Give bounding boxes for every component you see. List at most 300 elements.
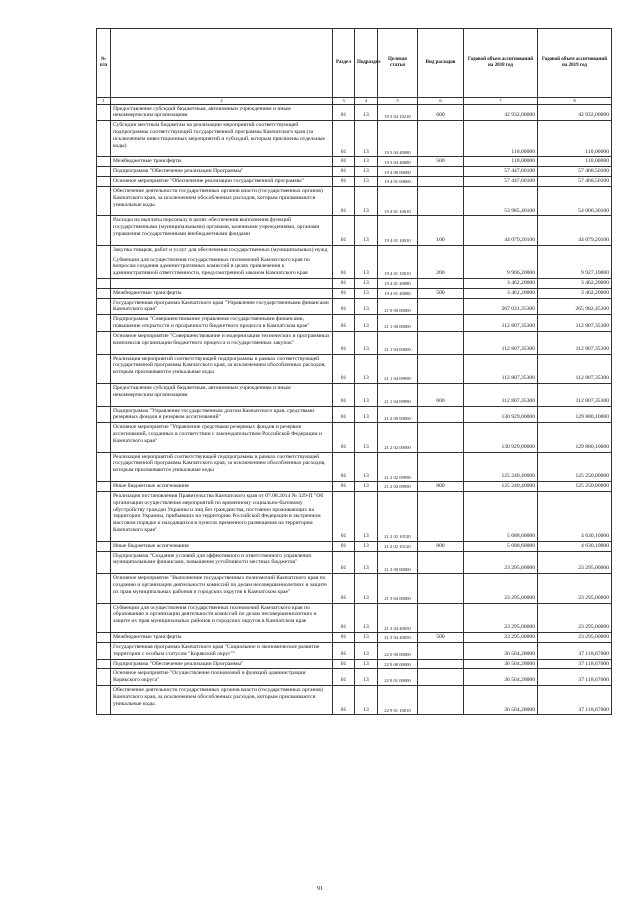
table-row xyxy=(97,541,612,551)
amount-2018-cell: 9 906,20000 xyxy=(464,245,538,278)
amount-2019-cell: 129 880,10000 xyxy=(538,406,612,423)
amount-2018-cell: 57 447,60100 xyxy=(464,167,538,177)
target-article-cell: 21 2 02 09990 xyxy=(378,452,418,481)
expense-type-cell xyxy=(418,177,464,187)
amount-2019-cell: 110,00000 xyxy=(538,121,612,157)
podrazdel-cell: 13 xyxy=(355,642,378,659)
razdel-cell: 01 xyxy=(333,121,355,157)
row-name-text: Подпрограмма "Обеспечение реализации Программы" xyxy=(113,168,244,175)
expense-type-cell xyxy=(418,659,464,669)
podrazdel-cell: 13 xyxy=(355,603,378,632)
row-name-text: Реализация мероприятий соответствующей подпрограммы в рамках соответствующей государственной программы Камчатского края, за исключением обособленных расходов, которым присваиваются уникальные коды xyxy=(113,355,326,376)
row-number-cell xyxy=(97,216,111,245)
amount-2018-cell: 53 985,40100 xyxy=(464,186,538,215)
row-name-cell xyxy=(111,551,333,574)
row-name-text: Субсидии местным бюджетам на реализацию мероприятий соответствующей подпрограммы соответствующей государственной программы Камчатского края (за исключением инвестиционных мероприятий и субсидий, которым присвоены отдельные коды) xyxy=(113,122,325,149)
row-name-cell xyxy=(111,245,333,278)
row-name-text: Межбюджетные трансферты xyxy=(113,289,182,296)
col-header-target-article: Целевая статья xyxy=(378,29,418,98)
expense-type-cell xyxy=(418,331,464,354)
target-article-cell: 21 3 04 40050 xyxy=(378,633,418,643)
row-name-cell xyxy=(111,279,333,289)
expense-type-cell: 600 xyxy=(418,104,464,121)
table-row xyxy=(97,157,612,167)
row-number-cell xyxy=(97,288,111,298)
row-name-cell xyxy=(111,452,333,481)
podrazdel-cell: 13 xyxy=(355,452,378,481)
row-number-cell xyxy=(97,669,111,686)
target-article-cell: 21 3 04 00000 xyxy=(378,574,418,603)
target-article-cell: 21 2 00 00000 xyxy=(378,406,418,423)
row-number-cell xyxy=(97,603,111,632)
amount-2018-cell: 3 462,20000 xyxy=(464,279,538,289)
row-number-cell xyxy=(97,331,111,354)
amount-2018-cell: 36 564,28000 xyxy=(464,685,538,714)
row-number-cell xyxy=(97,642,111,659)
target-article-cell: 21 1 00 00000 xyxy=(378,315,418,332)
row-number-cell xyxy=(97,659,111,669)
row-name-text: Расходы на выплаты персоналу в целях обеспечения выполнения функций государственными (муниципальными) органами, казенными учреждениями, органами управления государственными внебюджетными фондами xyxy=(113,217,320,237)
table-row xyxy=(97,685,612,714)
row-name-cell xyxy=(111,315,333,332)
amount-2019-cell: 112 807,35300 xyxy=(538,331,612,354)
expense-type-cell: 500 xyxy=(418,288,464,298)
amount-2019-cell: 57 468,50100 xyxy=(538,177,612,187)
amount-2018-cell: 36 564,28000 xyxy=(464,659,538,669)
amount-2019-cell: 129 880,10000 xyxy=(538,423,612,452)
podrazdel-cell: 13 xyxy=(355,574,378,603)
razdel-cell: 01 xyxy=(333,186,355,215)
row-number-cell xyxy=(97,423,111,452)
table-row xyxy=(97,574,612,603)
amount-2019-cell: 23 295,00000 xyxy=(538,603,612,632)
expense-type-cell xyxy=(418,167,464,177)
podrazdel-cell: 13 xyxy=(355,216,378,245)
row-number-cell xyxy=(97,551,111,574)
target-article-cell: 19 4 01 10010 xyxy=(378,216,418,245)
razdel-cell: 01 xyxy=(333,482,355,492)
amount-2019-cell: 112 807,35300 xyxy=(538,354,612,383)
amount-2019-cell: 44 079,20100 xyxy=(538,216,612,245)
row-number-cell xyxy=(97,452,111,481)
amount-2018-cell: 3 462,20000 xyxy=(464,288,538,298)
target-article-cell: 22 0 00 00000 xyxy=(378,642,418,659)
amount-2018-cell: 112 807,35300 xyxy=(464,383,538,406)
expense-type-cell: 600 xyxy=(418,383,464,406)
table-row xyxy=(97,482,612,492)
row-name-text: Государственная программа Камчатского края "Социальное и экономическое развитие территории с особым статусом "Корякский округ"" xyxy=(113,643,320,657)
target-article-cell: 19 3 04 40080 xyxy=(378,157,418,167)
row-name-cell xyxy=(111,491,333,541)
row-name-cell xyxy=(111,633,333,643)
razdel-cell: 01 xyxy=(333,177,355,187)
amount-2019-cell: 23 295,00000 xyxy=(538,633,612,643)
amount-2018-cell: 36 564,28000 xyxy=(464,669,538,686)
row-number-cell xyxy=(97,104,111,121)
razdel-cell: 01 xyxy=(333,685,355,714)
column-index: 4 xyxy=(355,98,378,105)
razdel-cell: 01 xyxy=(333,331,355,354)
podrazdel-cell: 13 xyxy=(355,669,378,686)
amount-2019-cell: 57 468,50100 xyxy=(538,167,612,177)
row-name-cell xyxy=(111,574,333,603)
table-row xyxy=(97,186,612,215)
col-header-num: № п/п xyxy=(97,29,111,98)
row-name-text: Реализация мероприятий соответствующей подпрограммы в рамках соответствующей государственной программы Камчатского края, за исключением обособленных расходов, которым присваиваются уникальные коды xyxy=(113,453,326,474)
podrazdel-cell: 13 xyxy=(355,659,378,669)
row-number-cell xyxy=(97,186,111,215)
razdel-cell: 01 xyxy=(333,279,355,289)
row-number-cell xyxy=(97,482,111,492)
row-number-cell xyxy=(97,685,111,714)
razdel-cell: 01 xyxy=(333,551,355,574)
row-name-cell xyxy=(111,104,333,121)
podrazdel-cell: 13 xyxy=(355,121,378,157)
amount-2018-cell: 23 295,00000 xyxy=(464,633,538,643)
amount-2019-cell: 125 250,00000 xyxy=(538,482,612,492)
amount-2019-cell: 37 118,67000 xyxy=(538,669,612,686)
col-header-podrazdel: Подраздел xyxy=(355,29,378,98)
podrazdel-cell: 13 xyxy=(355,633,378,643)
amount-2019-cell: 112 807,35300 xyxy=(538,383,612,406)
row-number-cell xyxy=(97,491,111,541)
amount-2019-cell: 23 295,00000 xyxy=(538,574,612,603)
table-row xyxy=(97,551,612,574)
razdel-cell: 01 xyxy=(333,541,355,551)
expense-type-cell xyxy=(418,121,464,157)
podrazdel-cell: 13 xyxy=(355,288,378,298)
table-row xyxy=(97,315,612,332)
expense-type-cell xyxy=(418,354,464,383)
row-name-text: Основное мероприятие "Обеспечение реализации государственной программы" xyxy=(113,178,304,185)
expense-type-cell xyxy=(418,423,464,452)
expense-type-cell xyxy=(418,452,464,481)
razdel-cell: 01 xyxy=(333,633,355,643)
razdel-cell: 01 xyxy=(333,659,355,669)
expense-type-cell: 200 xyxy=(418,245,464,278)
amount-2019-cell: 37 118,67000 xyxy=(538,659,612,669)
row-number-cell xyxy=(97,406,111,423)
row-name-cell xyxy=(111,383,333,406)
row-name-cell xyxy=(111,406,333,423)
row-name-text: Обеспечение деятельности государственных органов власти (государственных органов) Камчатского края, за исключением обособленных расходов, которым присваиваются уникальные коды. xyxy=(113,187,323,208)
expense-type-cell xyxy=(418,685,464,714)
amount-2018-cell: 112 807,35300 xyxy=(464,354,538,383)
target-article-cell: 22 9 01 00000 xyxy=(378,669,418,686)
amount-2019-cell: 3 462,20000 xyxy=(538,279,612,289)
column-index: 6 xyxy=(418,98,464,105)
row-number-cell xyxy=(97,633,111,643)
expense-type-cell xyxy=(418,298,464,315)
amount-2019-cell: 4 630,10000 xyxy=(538,541,612,551)
target-article-cell: 21 1 04 09990 xyxy=(378,383,418,406)
row-name-text: Закупка товаров, работ и услуг для обеспечения государственных (муниципальных) нужд xyxy=(113,246,328,253)
amount-2018-cell: 112 807,35300 xyxy=(464,331,538,354)
col-header-name xyxy=(111,29,333,98)
target-article-cell: 21 2 02 09990 xyxy=(378,482,418,492)
target-article-cell: 21 0 00 00000 xyxy=(378,298,418,315)
razdel-cell: 01 xyxy=(333,452,355,481)
razdel-cell: 01 xyxy=(333,491,355,541)
target-article-cell: 21 1 04 09990 xyxy=(378,354,418,383)
expense-type-cell xyxy=(418,603,464,632)
razdel-cell: 01 xyxy=(333,216,355,245)
table-row xyxy=(97,452,612,481)
razdel-cell: 01 xyxy=(333,245,355,278)
razdel-cell: 01 xyxy=(333,298,355,315)
row-name-cell xyxy=(111,121,333,157)
row-name-text: Субвенции для осуществления государственных полномочий Камчатского края по образованию и организации деятельности комиссий по делам несовершеннолетних и защите их прав муниципальных районов и городских округов в Камчатском крае xyxy=(113,604,317,625)
row-name-text: Подпрограмма "Обеспечение реализации Программы" xyxy=(113,660,244,667)
target-article-cell: 19 3 04 10210 xyxy=(378,104,418,121)
target-article-cell: 19 4 00 00000 xyxy=(378,167,418,177)
row-number-cell xyxy=(97,177,111,187)
table-row xyxy=(97,216,612,245)
podrazdel-cell: 13 xyxy=(355,491,378,541)
expense-type-cell: 500 xyxy=(418,633,464,643)
amount-2019-cell: 23 295,00000 xyxy=(538,551,612,574)
table-row xyxy=(97,279,612,289)
row-number-cell xyxy=(97,298,111,315)
razdel-cell: 01 xyxy=(333,383,355,406)
row-name-text: Основное мероприятие "Управление средствами резервных фондов и резервов ассигнований, созданных в соответствии с законодательством Российской Федерации и Камчатского края" xyxy=(113,424,322,444)
page-number: 91 xyxy=(317,886,323,892)
amount-2019-cell: 9 927,10000 xyxy=(538,245,612,278)
target-article-cell: 21 2 02 10120 xyxy=(378,541,418,551)
row-name-text: Межбюджетные трансферты xyxy=(113,158,182,165)
razdel-cell: 01 xyxy=(333,104,355,121)
col-header-2018: Годовой объем ассигнований на 2018 год xyxy=(464,29,538,98)
expense-type-cell xyxy=(418,279,464,289)
target-article-cell: 19 4 01 40080 xyxy=(378,288,418,298)
amount-2018-cell: 125 240,40000 xyxy=(464,452,538,481)
row-number-cell xyxy=(97,354,111,383)
podrazdel-cell: 13 xyxy=(355,406,378,423)
podrazdel-cell: 13 xyxy=(355,157,378,167)
podrazdel-cell: 13 xyxy=(355,186,378,215)
row-name-cell xyxy=(111,659,333,669)
col-header-razdel: Раздел xyxy=(333,29,355,98)
table-row xyxy=(97,245,612,278)
podrazdel-cell: 13 xyxy=(355,104,378,121)
amount-2018-cell: 42 932,00000 xyxy=(464,104,538,121)
podrazdel-cell: 13 xyxy=(355,331,378,354)
target-article-cell: 22 9 00 00000 xyxy=(378,659,418,669)
podrazdel-cell: 13 xyxy=(355,315,378,332)
row-name-cell xyxy=(111,603,333,632)
expense-type-cell xyxy=(418,574,464,603)
target-article-cell: 19 4 01 10010 xyxy=(378,186,418,215)
target-article-cell: 21 3 00 00000 xyxy=(378,551,418,574)
razdel-cell: 01 xyxy=(333,288,355,298)
amount-2018-cell: 23 295,00000 xyxy=(464,551,538,574)
amount-2018-cell: 130 929,00000 xyxy=(464,406,538,423)
amount-2018-cell: 5 688,60000 xyxy=(464,541,538,551)
row-number-cell xyxy=(97,167,111,177)
expense-type-cell: 800 xyxy=(418,541,464,551)
podrazdel-cell: 13 xyxy=(355,423,378,452)
amount-2019-cell: 110,00000 xyxy=(538,157,612,167)
row-name-cell xyxy=(111,177,333,187)
target-article-cell: 19 3 04 40080 xyxy=(378,121,418,157)
row-name-cell xyxy=(111,167,333,177)
budget-page xyxy=(96,28,611,715)
row-name-cell xyxy=(111,482,333,492)
row-name-cell xyxy=(111,541,333,551)
podrazdel-cell: 13 xyxy=(355,279,378,289)
target-article-cell: 22 9 01 10010 xyxy=(378,685,418,714)
expense-type-cell xyxy=(418,551,464,574)
row-number-cell xyxy=(97,245,111,278)
amount-2018-cell: 112 807,35300 xyxy=(464,315,538,332)
row-number-cell xyxy=(97,574,111,603)
podrazdel-cell: 13 xyxy=(355,245,378,278)
row-name-text: Обеспечение деятельности государственных органов власти (государственных органов) Камчатского края, за исключением обособленных расходов, которым присваиваются уникальные коды. xyxy=(113,686,323,707)
target-article-cell: 19 4 01 10010 xyxy=(378,245,418,278)
amount-2018-cell: 110,00000 xyxy=(464,157,538,167)
podrazdel-cell: 13 xyxy=(355,551,378,574)
column-index: 5 xyxy=(378,98,418,105)
amount-2019-cell: 265 982,45300 xyxy=(538,298,612,315)
table-row xyxy=(97,104,612,121)
expense-type-cell: 100 xyxy=(418,216,464,245)
row-name-text: Подпрограмма "Совершенствование управления государственными финансами, повышение открытости и прозрачности бюджетного процесса в Камчатском крае" xyxy=(113,316,310,330)
podrazdel-cell: 13 xyxy=(355,298,378,315)
table-row xyxy=(97,177,612,187)
table-row xyxy=(97,331,612,354)
row-name-cell xyxy=(111,423,333,452)
row-number-cell xyxy=(97,279,111,289)
expense-type-cell: 500 xyxy=(418,157,464,167)
table-row xyxy=(97,659,612,669)
column-index: 3 xyxy=(333,98,355,105)
row-name-text: Предоставление субсидий бюджетным, автономным учреждениям и иным некоммерческим организациям xyxy=(113,105,291,119)
expense-type-cell xyxy=(418,406,464,423)
razdel-cell: 01 xyxy=(333,603,355,632)
podrazdel-cell: 13 xyxy=(355,167,378,177)
row-name-cell xyxy=(111,642,333,659)
amount-2019-cell: 4 630,10000 xyxy=(538,491,612,541)
amount-2019-cell: 112 807,35300 xyxy=(538,315,612,332)
table-row xyxy=(97,603,612,632)
row-name-text: Иные бюджетные ассигнования xyxy=(113,483,189,490)
column-index-row xyxy=(97,98,612,105)
table-row xyxy=(97,121,612,157)
expense-type-cell xyxy=(418,669,464,686)
amount-2019-cell: 37 118,67000 xyxy=(538,685,612,714)
table-row xyxy=(97,383,612,406)
target-article-cell: 21 3 04 40050 xyxy=(378,603,418,632)
row-name-cell xyxy=(111,354,333,383)
target-article-cell: 21 1 04 00000 xyxy=(378,331,418,354)
table-row xyxy=(97,633,612,643)
podrazdel-cell: 13 xyxy=(355,482,378,492)
row-name-text: Межбюджетные трансферты xyxy=(113,634,182,641)
amount-2018-cell: 36 564,28000 xyxy=(464,642,538,659)
column-index: 8 xyxy=(538,98,612,105)
table-row xyxy=(97,298,612,315)
amount-2019-cell: 125 250,00000 xyxy=(538,452,612,481)
amount-2018-cell: 5 688,60000 xyxy=(464,491,538,541)
row-name-cell xyxy=(111,216,333,245)
razdel-cell: 01 xyxy=(333,315,355,332)
table-row xyxy=(97,491,612,541)
amount-2018-cell: 125 240,40000 xyxy=(464,482,538,492)
amount-2019-cell: 54 006,30100 xyxy=(538,186,612,215)
razdel-cell: 01 xyxy=(333,669,355,686)
table-row xyxy=(97,642,612,659)
row-name-text: Основное мероприятие "Совершенствование и модернизация технических и программных комплексов организации бюджетного процесса и государственных закупок" xyxy=(113,332,330,346)
row-name-text: Государственная программа Камчатского края "Управление государственными финансами Камчатского края" xyxy=(113,299,329,313)
podrazdel-cell: 13 xyxy=(355,685,378,714)
row-name-text: Предоставление субсидий бюджетным, автономным учреждениям и иным некоммерческим организациям xyxy=(113,384,291,398)
row-name-cell xyxy=(111,288,333,298)
row-name-cell xyxy=(111,186,333,215)
podrazdel-cell: 13 xyxy=(355,354,378,383)
table-row xyxy=(97,354,612,383)
col-header-2019: Годовой объем ассигнований на 2019 год xyxy=(538,29,612,98)
amount-2018-cell: 23 295,00000 xyxy=(464,574,538,603)
row-number-cell xyxy=(97,315,111,332)
target-article-cell: 21 2 02 00000 xyxy=(378,423,418,452)
amount-2019-cell: 3 462,20000 xyxy=(538,288,612,298)
row-name-cell xyxy=(111,298,333,315)
row-name-text: Основное мероприятие "Выполнение государственных полномочий Камчатского края по созданию и организации деятельности комиссий по делам несовершеннолетних и защите их прав муниципальных районов и городских округов в Камчатском крае" xyxy=(113,575,327,595)
expense-type-cell xyxy=(418,642,464,659)
amount-2018-cell: 44 079,20100 xyxy=(464,216,538,245)
row-number-cell xyxy=(97,383,111,406)
target-article-cell: 19 4 01 40080 xyxy=(378,279,418,289)
row-name-cell xyxy=(111,669,333,686)
row-number-cell xyxy=(97,121,111,157)
column-index: 2 xyxy=(111,98,333,105)
podrazdel-cell: 13 xyxy=(355,177,378,187)
amount-2018-cell: 130 929,00000 xyxy=(464,423,538,452)
podrazdel-cell: 13 xyxy=(355,541,378,551)
row-name-cell xyxy=(111,685,333,714)
row-name-text: Основное мероприятие "Осуществление полномочий и функций администрации Корякского округа" xyxy=(113,670,306,684)
razdel-cell: 01 xyxy=(333,157,355,167)
target-article-cell: 21 2 02 10120 xyxy=(378,491,418,541)
budget-table xyxy=(96,28,612,715)
row-name-text: Субвенции для осуществления государственных полномочий Камчатского края по вопросам создания административных комиссий в целях привлечения к административной ответственности, предусмотренной законом Камчатского края xyxy=(113,256,310,277)
expense-type-cell xyxy=(418,491,464,541)
column-index: 1 xyxy=(97,98,111,105)
table-row xyxy=(97,423,612,452)
table-row xyxy=(97,167,612,177)
row-name-cell xyxy=(111,157,333,167)
amount-2018-cell: 267 031,35300 xyxy=(464,298,538,315)
column-index: 7 xyxy=(464,98,538,105)
row-number-cell xyxy=(97,541,111,551)
razdel-cell: 01 xyxy=(333,423,355,452)
razdel-cell: 01 xyxy=(333,406,355,423)
amount-2019-cell: 37 118,67000 xyxy=(538,642,612,659)
row-name-text: Реализация постановления Правительства Камчатского края от 07.08.2014 № 329-П "Об организации осуществления мероприятий по временному социально-бытовому обустройству граждан Украины и лиц без гражданства, постоянно проживающих на территории Украины, прибывших на территорию Российской Федерации в экстренном массовом порядке и находящихся в пунктах временного размещения на территории Камчатского края" xyxy=(113,492,324,533)
expense-type-cell xyxy=(418,315,464,332)
razdel-cell: 01 xyxy=(333,642,355,659)
row-name-cell xyxy=(111,331,333,354)
row-name-text: Подпрограмма "Управление государственным долгом Камчатского края, средствами резервных фондов и резервом ассигнований" xyxy=(113,407,315,421)
row-number-cell xyxy=(97,157,111,167)
expense-type-cell xyxy=(418,186,464,215)
row-name-text: Подпрограмма "Создание условий для эффективного и ответственного управления муниципальными финансами, повышения устойчивости местных бюджетов" xyxy=(113,552,311,566)
razdel-cell: 01 xyxy=(333,574,355,603)
amount-2018-cell: 110,00000 xyxy=(464,121,538,157)
col-header-expense-type: Вид расходов xyxy=(418,29,464,98)
row-name-text: Иные бюджетные ассигнования xyxy=(113,542,189,549)
razdel-cell: 01 xyxy=(333,167,355,177)
